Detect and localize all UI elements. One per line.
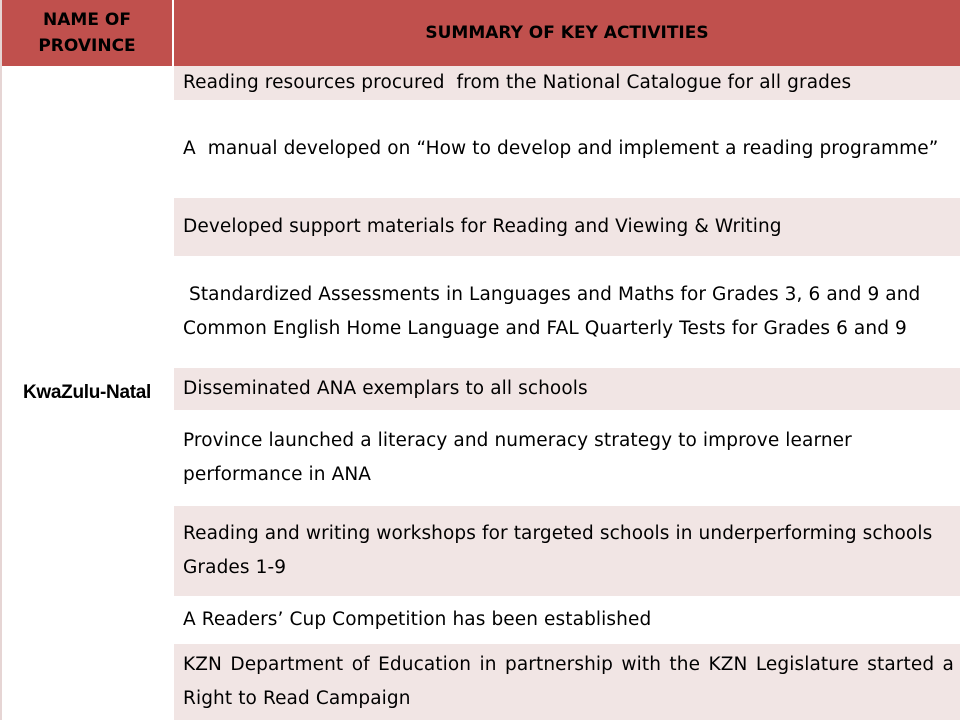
table-row xyxy=(174,198,960,258)
activity-text: Disseminated ANA exemplars to all schools xyxy=(183,378,588,399)
activity-text: Developed support materials for Reading and Viewing & Writing xyxy=(183,216,782,237)
table-row xyxy=(174,368,960,412)
header-province-label: NAME OF PROVINCE xyxy=(38,10,136,56)
table-row xyxy=(174,66,960,102)
table-row xyxy=(174,506,960,598)
activity-text: A manual developed on “How to develop and implement a reading programme” xyxy=(183,138,939,159)
activity-text: Standardized Assessments in Languages and Maths for Grades 3, 6 and 9 and Common English Home Language and FAL Quarterly Tests for Grades 6 and 9 xyxy=(183,284,927,339)
province-cell xyxy=(2,66,174,720)
table-row xyxy=(174,102,960,198)
table-row xyxy=(174,258,960,368)
table-row xyxy=(174,412,960,506)
table-row xyxy=(174,644,960,720)
header-province xyxy=(2,0,174,66)
table-row xyxy=(174,598,960,644)
activity-text: A Readers’ Cup Competition has been established xyxy=(183,609,652,630)
activity-text: KZN Department of Education in partnership with the KZN Legislature started a Right to Read Campaign xyxy=(183,654,960,709)
activity-text: Reading resources procured from the National Catalogue for all grades xyxy=(183,72,852,93)
province-name: KwaZulu-Natal xyxy=(22,382,152,403)
header-activities-label: SUMMARY OF KEY ACTIVITIES xyxy=(425,23,709,43)
activity-text: Reading and writing workshops for targeted schools in underperforming schools Grades 1-9 xyxy=(183,523,939,578)
activity-text: Province launched a literacy and numeracy strategy to improve learner performance in ANA xyxy=(183,430,858,485)
header-activities xyxy=(174,0,960,66)
